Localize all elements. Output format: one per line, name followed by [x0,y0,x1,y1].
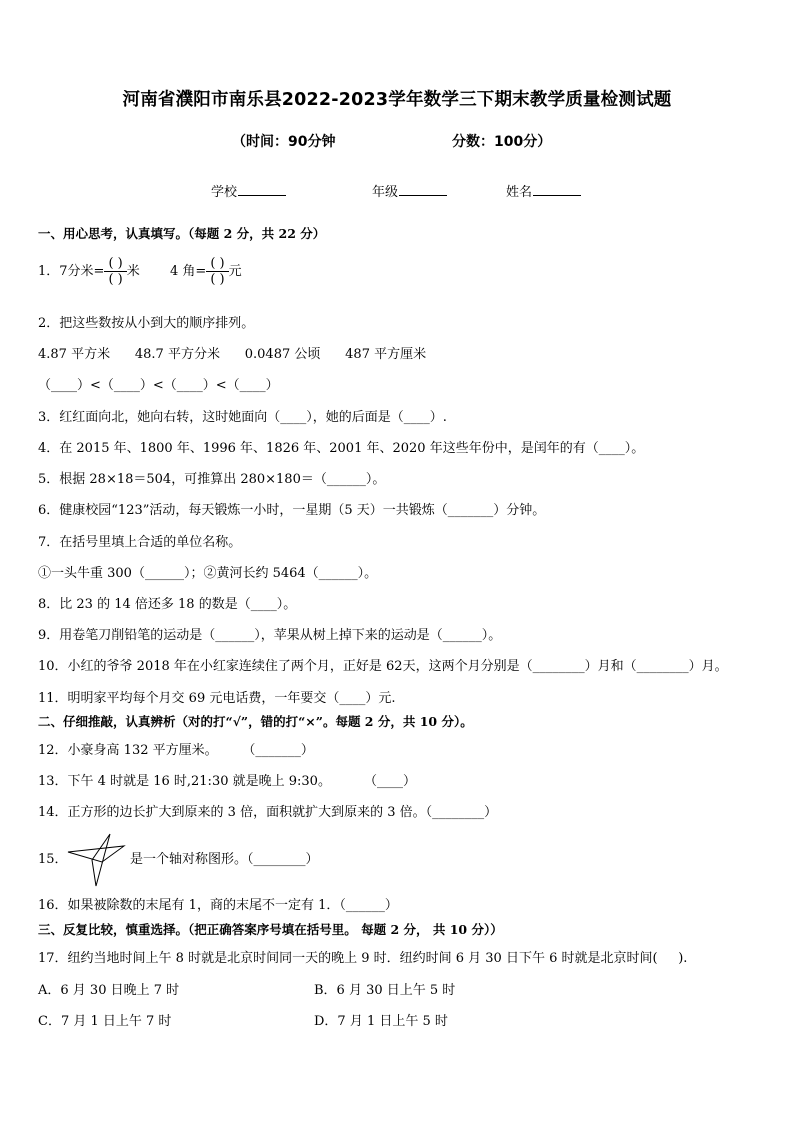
question-7: 7．在括号里填上合适的单位名称。 [38,535,242,550]
pinwheel-figure [66,832,130,888]
name-label: 姓名 [506,185,533,200]
page-title: 河南省濮阳市南乐县2022-2023学年数学三下期末教学质量检测试题 [122,90,672,110]
section-3-heading: 三、反复比较，慎重选择。（把正确答案序号填在括号里。 每题 2 分， 共 10 分）） [38,922,503,937]
q17-option-a[interactable]: A．6 月 30 日晚上 7 时 [38,983,180,998]
grade-blank[interactable] [399,183,447,196]
section-2-heading: 二、仔细推敲，认真辨析（对的打“√”，错的打“×”。每题 2 分，共 10 分）。 [38,714,473,729]
question-2: 2．把这些数按从小到大的顺序排列。 [38,316,255,331]
q1-unit-2: 元 [228,264,242,279]
q2-values: 4.87 平方米 48.7 平方分米 0.0487 公顷 487 平方厘米 [38,347,427,362]
question-4: 4．在 2015 年、1800 年、1996 年、1826 年、2001 年、2020 年这些年份中，是闰年的有（____）。 [38,441,645,456]
q1-mid: 4 角= [170,264,207,279]
question-15: 是一个轴对称图形。（________） [130,852,319,867]
section-1-heading: 一、用心思考，认真填写。（每题 2 分，共 22 分） [38,226,326,241]
question-11: 11．明明家平均每个月交 69 元电话费，一年要交（____）元. [38,691,396,706]
question-16: 16．如果被除数的末尾有 1，商的末尾不一定有 1．（______） [38,898,398,913]
question-17: 17．纽约当地时间上午 8 时就是北京时间同一天的晚上 9 时．纽约时间 6 月 30 日下午 6 时就是北京时间( ). [38,951,688,966]
q15-prefix: 15． [38,852,68,867]
question-5: 5．根据 28×18＝504，可推算出 280×180＝（______）。 [38,472,386,487]
question-10: 10．小红的爷爷 2018 年在小红家连续住了两个月，正好是 62天，这两个月分别是（________）月和（________）月。 [38,659,728,674]
q1-fraction-2[interactable]: $\frac{( )}{( )}$ [206,256,228,287]
question-13: 13．下午 4 时就是 16 时,21:30 就是晚上 9:30。 （____） [38,774,416,789]
name-blank[interactable] [533,183,581,196]
exam-score: 分数：100分） [452,134,552,150]
question-8: 8．比 23 的 14 倍还多 18 的数是（____）。 [38,597,297,612]
question-3: 3．红红面向北，她向右转，这时她面向（____），她的后面是（____）. [38,410,447,425]
school-field[interactable] [211,181,286,200]
question-14: 14．正方形的边长扩大到原来的 3 倍，面积就扩大到原来的 3 倍。（________） [38,805,498,820]
q7-items: ①一头牛重 300（______）；②黄河长约 5464（______）。 [38,566,378,581]
q2-order-blanks[interactable]: （____）<（____）<（____）<（____） [38,378,279,393]
q1-prefix: 1．7分米= [38,264,105,279]
q17-option-c[interactable]: C．7 月 1 日上午 7 时 [38,1014,172,1029]
question-1 [38,256,242,287]
school-label: 学校 [211,185,238,200]
school-blank[interactable] [238,183,286,196]
question-12: 12．小豪身高 132 平方厘米。 （_______） [38,743,314,758]
q17-option-b[interactable]: B．6 月 30 日上午 5 时 [314,983,456,998]
q1-fraction-1[interactable]: $\frac{( )}{( )}$ [104,256,126,287]
grade-label: 年级 [372,185,399,200]
question-6: 6．健康校园“123”活动，每天锻炼一小时，一星期（5 天）一共锻炼（_______）分钟。 [38,503,546,518]
q1-unit-1: 米 [126,264,140,279]
name-field[interactable] [506,181,581,200]
exam-time: （时间：90分钟 [232,134,336,150]
q17-option-d[interactable]: D．7 月 1 日上午 5 时 [314,1014,448,1029]
grade-field[interactable] [372,181,447,200]
question-9: 9．用卷笔刀削铅笔的运动是（______），苹果从树上掉下来的运动是（______）。 [38,628,502,643]
